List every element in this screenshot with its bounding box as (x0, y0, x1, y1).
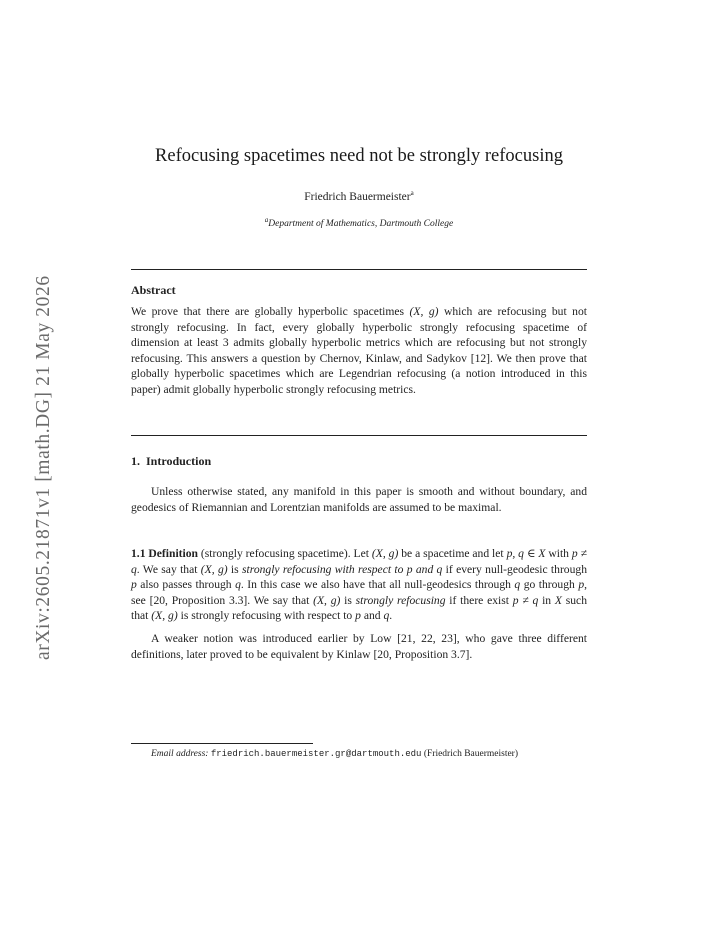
affiliation-text: Department of Mathematics, Dartmouth College (268, 219, 454, 230)
definition-fragment: go through (520, 578, 579, 592)
definition-fragment: in (538, 593, 555, 607)
definition-fragment: such that (131, 593, 587, 623)
abstract-fragment: which are refocusing but not strongly refocusing. In fact, every globally hyperbolic strongly refocusing spacetime of dimension at least 3 admits globally hyperbolic metrics which are refocusing but not strongly refocusing. This answers a question by Chernov, Kinlaw, and Sadykov [12]. We then prove that globally hyperbolic spacetimes which are Legendrian refocusing (a notion introduced in this paper) admit globally hyperbolic strongly refocusing metrics. (131, 305, 587, 396)
math: p ≠ q (512, 593, 539, 607)
definition-fragment: be a spacetime and let (398, 547, 507, 560)
abstract-fragment: We prove that there are globally hyperbolic spacetimes (131, 305, 410, 318)
math: X (554, 593, 562, 607)
author-affiliation-mark: a (410, 189, 414, 197)
abstract-text (131, 304, 587, 398)
affiliation-line (131, 216, 587, 229)
math: q (383, 609, 390, 623)
definition-fragment: and (360, 609, 384, 623)
definition-fragment: Let (353, 547, 372, 560)
math: (X, g) (200, 562, 228, 576)
definition-fragment: if there exist (445, 593, 513, 607)
abstract-top-rule (131, 269, 587, 270)
abstract-bottom-rule (131, 435, 587, 436)
abstract-heading: Abstract (131, 283, 176, 297)
section-title: Introduction (146, 454, 212, 468)
definition-fragment: . (389, 609, 393, 623)
definition-fragment: . In this case we also have that all null-geodesics through (240, 578, 515, 592)
math: p (355, 609, 361, 623)
math: (X, g) (371, 547, 399, 560)
email-address[interactable]: friedrich.bauermeister.gr@dartmouth.edu (210, 749, 422, 759)
math: (X, g) (313, 593, 341, 607)
definition-fragment: . We say that (136, 562, 201, 576)
definition-fragment: is (227, 562, 242, 576)
definition-fragment: is (340, 593, 356, 607)
paper-title: Refocusing spacetimes need not be strongly refocusing (155, 146, 563, 166)
emphasis: strongly refocusing with respect to p and q (242, 562, 443, 576)
definition-fragment: is strongly refocusing with respect to (177, 609, 356, 623)
footnote (131, 747, 587, 761)
math: p (131, 578, 137, 592)
definition-fragment: also passes through (136, 578, 236, 592)
footnote-label: Email address: (151, 749, 209, 759)
intro-paragraph: Unless otherwise stated, any manifold in this paper is smooth and without boundary, and geodesics of Riemannian and Lorentzian manifolds are assumed to be maximal. (131, 485, 587, 514)
arxiv-identifier-stamp: arXiv:2605.21871v1 [math.DG] 21 May 2026 (33, 275, 54, 660)
definition-fragment: , see [20, Proposition 3.3]. We say that (131, 578, 588, 607)
definition-heading: 1.1 Definition (131, 547, 198, 560)
footnote-rule (131, 743, 313, 744)
math: p ≠ q (131, 547, 587, 576)
author-line (131, 189, 587, 203)
math: q (235, 578, 241, 592)
math: q (514, 578, 521, 592)
low-paragraph: A weaker notion was introduced earlier by Low [21, 22, 23], who gave three different definitions, later proved to be equivalent by Kinlaw [20, Proposition 3.7]. (131, 632, 587, 661)
math: p (578, 578, 585, 592)
emphasis: strongly refocusing (355, 593, 446, 607)
section-number: 1. (131, 454, 140, 468)
affiliation-mark: a (264, 216, 269, 224)
definition-paragraph (131, 546, 587, 624)
math: p, q ∈ X (506, 547, 546, 560)
definition-name: (strongly refocusing spacetime). (198, 547, 354, 560)
math-spacetime: (X, g) (409, 305, 439, 318)
author-name: Friedrich Bauermeister (304, 190, 411, 203)
footnote-rest: (Friedrich Bauermeister) (421, 749, 518, 759)
section-heading-introduction (131, 454, 211, 469)
definition-fragment: if every null-geodesic through (442, 562, 587, 576)
definition-fragment: with (545, 547, 572, 560)
math: (X, g) (151, 609, 178, 623)
